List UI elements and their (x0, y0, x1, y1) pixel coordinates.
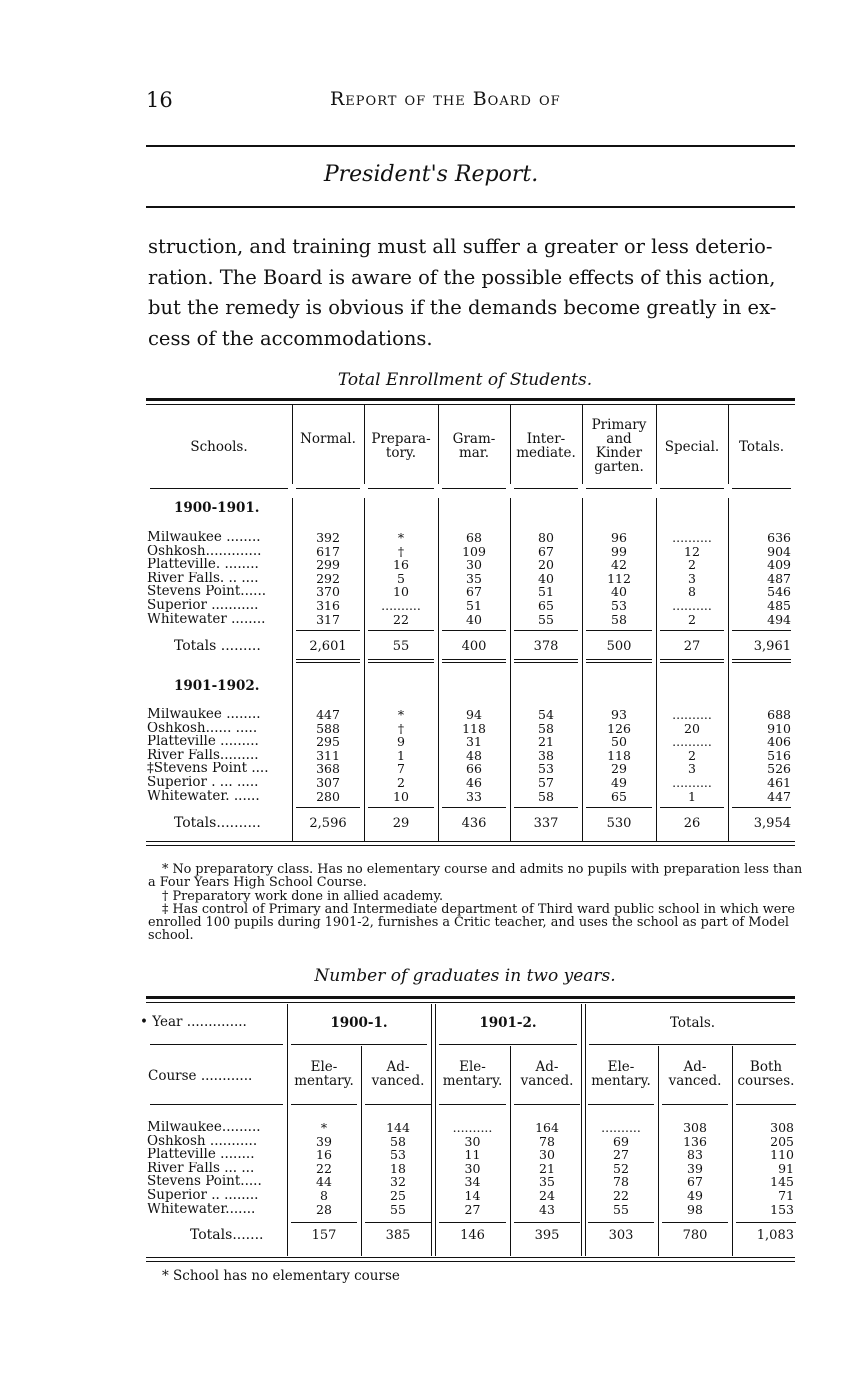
table-cell: 16 (316, 1147, 332, 1163)
table-cell: 35 (539, 1174, 555, 1190)
table-cell: 53 (611, 598, 627, 613)
totals-label: Totals ......... (174, 638, 261, 654)
table-cell: 98 (687, 1201, 703, 1217)
sum-rule (291, 1222, 357, 1223)
table-cell: 636 (767, 530, 791, 545)
table-cell: 311 (316, 747, 340, 763)
table-cell: 58 (611, 611, 627, 627)
table-cell: 40 (538, 570, 554, 586)
table-cell: 40 (611, 584, 627, 600)
sum-rule (368, 807, 434, 808)
table-cell: .......... (452, 1120, 493, 1135)
header-underline (296, 488, 360, 489)
table-cell: * (320, 1120, 328, 1135)
table-cell: 1 (397, 747, 405, 763)
table-cell: 126 (607, 720, 631, 736)
table-cell: 30 (466, 557, 482, 573)
table-cell: 30 (464, 1160, 481, 1176)
table-cell: 308 (770, 1120, 794, 1135)
table-cell: 44 (316, 1174, 332, 1190)
table-cell: 49 (687, 1188, 703, 1203)
totals-double-rule (368, 659, 434, 663)
table-cell: .......... (672, 734, 712, 750)
table-cell: 35 (466, 570, 482, 586)
grad-top-rule-thin (146, 1002, 795, 1003)
sum-rule (732, 807, 791, 808)
year-row-label: • Year .............. (140, 1014, 247, 1030)
column-header: Schools. (190, 439, 248, 455)
table-cell: 25 (390, 1188, 406, 1203)
table-cell: 38 (538, 747, 554, 763)
sum-rule (296, 807, 360, 808)
school-name: Milwaukee......... (147, 1121, 261, 1135)
table-top-rule (146, 398, 795, 401)
header-underline (442, 488, 506, 489)
sub-header: Ele- mentary. (294, 1059, 354, 1089)
table-cell: 68 (466, 530, 482, 545)
body-paragraph (148, 232, 798, 354)
table-cell: 2 (688, 747, 696, 763)
footnote-dagger: † Preparatory work done in allied academy. (162, 889, 444, 904)
column-header: Special. (664, 439, 720, 455)
table-cell: 370 (316, 584, 340, 600)
table-cell: 546 (767, 584, 791, 600)
table-cell: 31 (466, 734, 482, 750)
table-top-rule-thin (146, 404, 795, 405)
sub-header: Ad- vanced. (668, 1059, 722, 1089)
table-cell: 16 (393, 557, 409, 573)
table-cell: 409 (767, 557, 791, 573)
table-cell: 27 (464, 1201, 481, 1217)
totals-cell: 2,601 (309, 639, 347, 654)
school-name: Platteville ........ (147, 1148, 255, 1162)
table-cell: 99 (611, 543, 627, 559)
school-name: Platteville ......... (147, 735, 259, 749)
table-cell: 39 (687, 1160, 703, 1176)
table-cell: 69 (613, 1133, 629, 1149)
table-cell: 10 (393, 584, 409, 600)
table-cell: 21 (539, 1160, 555, 1176)
course-row-label: Course ............ (148, 1068, 253, 1084)
table-cell: 5 (397, 570, 405, 586)
totals-double-rule (442, 659, 506, 663)
table-cell: 617 (316, 543, 340, 559)
school-name: Stevens Point...... (147, 585, 267, 599)
table-cell: 51 (538, 584, 554, 600)
sum-rule (442, 807, 506, 808)
table-cell: 308 (683, 1120, 707, 1135)
table-cell: 118 (462, 720, 486, 736)
table-cell: 34 (464, 1174, 481, 1190)
footnote-asterisk: * No preparatory class. Has no elementary course and admits no pupils with preparation less than a Four Years High School Course. (148, 862, 803, 891)
header-underline (660, 488, 724, 489)
table-cell: 91 (778, 1160, 794, 1176)
totals-cell: 500 (606, 639, 632, 654)
table-cell: 27 (613, 1147, 629, 1163)
table-cell: 22 (316, 1160, 332, 1176)
body-line: ration. The Board is aware of the possible effects of this action, (148, 265, 776, 289)
course-underline-top (150, 1044, 283, 1045)
table-cell: 307 (316, 775, 340, 790)
school-name: Oshkosh............. (147, 544, 262, 559)
table-cell: 22 (393, 611, 409, 627)
school-name: Milwaukee ........ (147, 531, 261, 545)
table-cell: 65 (611, 788, 627, 804)
header-underline (368, 488, 434, 489)
table-cell: * (397, 530, 405, 545)
year-group-header: 1900-1. (330, 1015, 388, 1031)
table-cell: 904 (767, 543, 791, 559)
table-cell: .......... (672, 707, 712, 722)
school-name: Superior ........... (147, 599, 259, 613)
table-cell: 392 (316, 530, 340, 545)
table-cell: 109 (462, 543, 486, 559)
totals-cell: 1,083 (756, 1228, 794, 1243)
table-cell: 58 (538, 788, 554, 804)
year-group-header: Totals. (669, 1015, 716, 1031)
table-cell: 58 (390, 1133, 406, 1149)
table-cell: 57 (538, 775, 554, 790)
column-header: Totals. (738, 439, 785, 455)
table-cell: 145 (770, 1174, 794, 1190)
body-line: cess of the accommodations. (148, 326, 433, 350)
school-name: Whitewater. ...... (147, 789, 260, 804)
table-cell: 14 (464, 1188, 481, 1203)
totals-double-rule (586, 659, 652, 663)
sum-rule (296, 630, 360, 631)
year-group-header: 1901-2. (479, 1015, 537, 1031)
totals-cell: 2,596 (309, 816, 347, 831)
table-cell: 54 (538, 707, 554, 722)
table-cell: .......... (672, 775, 712, 790)
table-cell: 1 (688, 788, 696, 804)
totals-cell: 385 (385, 1228, 411, 1243)
table-cell: 30 (539, 1147, 555, 1163)
table-cell: 112 (607, 570, 631, 586)
grad-top-rule (146, 996, 795, 999)
table-cell: .......... (381, 598, 421, 613)
year-group-underline (439, 1044, 577, 1045)
table-cell: .......... (601, 1120, 641, 1135)
table-cell: 55 (390, 1201, 406, 1217)
totals-double-rule (514, 659, 578, 663)
table-cell: 406 (767, 734, 791, 750)
table-cell: 118 (607, 747, 631, 763)
totals-cell: 337 (533, 816, 559, 831)
sum-rule (514, 1222, 580, 1223)
table-cell: 40 (466, 611, 482, 627)
sum-rule (662, 1222, 728, 1223)
table-cell: 48 (466, 747, 482, 763)
subheader-underline (150, 1104, 283, 1105)
table-cell: 43 (539, 1201, 555, 1217)
graduates-table-title: Number of graduates in two years. (314, 966, 616, 986)
table-cell: 66 (466, 761, 482, 777)
table-cell: 2 (688, 611, 696, 627)
totals-cell: 436 (461, 816, 487, 831)
table-cell: 29 (611, 761, 627, 777)
totals-cell: 378 (533, 639, 559, 654)
table-cell: † (397, 720, 405, 736)
table-cell: 67 (687, 1174, 703, 1190)
page-number: 16 (146, 88, 173, 112)
school-name: Whitewater ........ (147, 612, 266, 627)
school-name: Platteville. ........ (147, 558, 259, 572)
table-cell: 487 (767, 570, 791, 586)
totals-cell: 55 (392, 639, 410, 654)
totals-cell: 780 (682, 1228, 708, 1243)
subheader-underline (514, 1104, 580, 1105)
header-rule-bottom (146, 206, 795, 208)
sub-header: Ele- mentary. (442, 1059, 503, 1089)
sum-rule (586, 807, 652, 808)
table-cell: 83 (687, 1147, 703, 1163)
table-cell: 144 (386, 1120, 410, 1135)
school-name: Superior .. ........ (147, 1189, 259, 1203)
grad-footnote: * School has no elementary course (162, 1268, 400, 1284)
table-cell: 447 (316, 707, 340, 722)
sub-header: Ad- vanced. (371, 1059, 425, 1089)
sum-rule (736, 1222, 796, 1223)
school-name: Oshkosh ........... (147, 1134, 258, 1149)
header-underline (514, 488, 578, 489)
table-cell: 10 (393, 788, 409, 804)
totals-label: Totals.......... (174, 815, 261, 831)
table-cell: 3 (688, 570, 696, 586)
totals-cell: 26 (683, 816, 701, 831)
totals-cell: 395 (534, 1228, 560, 1243)
table-cell: 516 (767, 747, 791, 763)
table-cell: 485 (767, 598, 791, 613)
table-cell: 24 (539, 1188, 555, 1203)
table-cell: 11 (464, 1147, 481, 1163)
table-cell: 2 (688, 557, 696, 573)
table-cell: 20 (684, 720, 700, 736)
table-cell: 317 (316, 611, 340, 627)
body-line: struction, and training must all suffer a greater or less deterio- (148, 235, 773, 258)
sub-header: Ele- mentary. (591, 1059, 651, 1089)
column-header: Prepara- tory. (371, 431, 431, 461)
body-line: but the remedy is obvious if the demands become greatly in ex- (148, 296, 777, 319)
sum-rule (660, 630, 724, 631)
school-name: Milwaukee ........ (147, 708, 261, 722)
grad-bottom-rule (146, 1257, 795, 1262)
sum-rule (439, 1222, 506, 1223)
sub-header: Ad- vanced. (520, 1059, 574, 1089)
table-cell: .......... (672, 598, 712, 613)
table-cell: 94 (466, 707, 482, 722)
enrollment-table-title: Total Enrollment of Students. (337, 370, 593, 390)
table-cell: 58 (538, 720, 554, 736)
school-name: River Falls ... ... (147, 1161, 255, 1176)
year-group-underline (589, 1044, 796, 1045)
table-cell: 299 (316, 557, 340, 573)
table-cell: 51 (466, 598, 482, 613)
sum-rule (660, 807, 724, 808)
table-cell: 136 (683, 1133, 707, 1149)
header-underline (150, 488, 288, 489)
table-cell: † (397, 543, 405, 559)
totals-cell: 29 (392, 816, 410, 831)
totals-cell: 146 (460, 1228, 485, 1243)
column-header: Normal. (300, 431, 356, 447)
table-cell: * (397, 707, 405, 722)
table-cell: .......... (672, 530, 712, 545)
table-cell: 42 (611, 557, 627, 573)
sum-rule (442, 630, 506, 631)
totals-double-rule (732, 659, 791, 663)
table-cell: 295 (316, 734, 340, 750)
table-cell: 153 (770, 1201, 794, 1217)
school-name: Stevens Point..... (147, 1175, 262, 1189)
table-cell: 67 (538, 543, 554, 559)
table-cell: 8 (688, 584, 696, 600)
table-cell: 494 (767, 611, 791, 627)
table-cell: 164 (535, 1120, 559, 1135)
section-title: President's Report. (323, 162, 539, 187)
sum-rule (514, 630, 578, 631)
column-header: Inter- mediate. (516, 431, 576, 461)
year-label: 1901-1902. (174, 678, 260, 694)
table-cell: 46 (466, 775, 482, 790)
table-cell: 280 (316, 788, 340, 804)
subheader-underline (736, 1104, 796, 1105)
table-cell: 39 (316, 1133, 332, 1149)
table-cell: 110 (770, 1147, 794, 1163)
table-cell: 447 (767, 788, 791, 804)
table-cell: 65 (538, 598, 554, 613)
column-header: Gram- mar. (452, 431, 496, 461)
school-name: Whitewater....... (147, 1202, 256, 1217)
subheader-underline (439, 1104, 506, 1105)
totals-cell: 3,954 (753, 816, 791, 831)
table-cell: 50 (611, 734, 627, 750)
table-cell: 33 (466, 788, 482, 804)
table-cell: 55 (613, 1201, 629, 1217)
sum-rule (514, 807, 578, 808)
running-title: Report of the Board of (330, 88, 561, 110)
totals-cell: 27 (683, 639, 701, 654)
table-cell: 53 (538, 761, 554, 777)
sum-rule (368, 630, 434, 631)
totals-cell: 400 (461, 639, 487, 654)
totals-double-rule (296, 659, 360, 663)
sum-rule (365, 1222, 431, 1223)
school-name: River Falls. .. .... (147, 571, 259, 586)
column-header: Primary and Kinder garten. (591, 417, 647, 475)
table-cell: 28 (316, 1201, 332, 1217)
table-cell: 49 (611, 775, 627, 790)
table-bottom-rule (146, 841, 795, 846)
sub-header: Both courses. (737, 1059, 795, 1089)
table-cell: 55 (538, 611, 554, 627)
table-cell: 32 (390, 1174, 406, 1190)
totals-cell: 157 (311, 1228, 337, 1243)
table-cell: 3 (688, 761, 696, 777)
table-cell: 22 (613, 1188, 629, 1203)
subheader-underline (365, 1104, 431, 1105)
table-cell: 20 (538, 557, 554, 573)
table-cell: 18 (390, 1160, 406, 1176)
school-name: ‡Stevens Point .... (147, 762, 269, 776)
year-label: 1900-1901. (174, 500, 260, 516)
totals-cell: 3,961 (753, 639, 791, 654)
table-cell: 292 (316, 570, 340, 586)
table-cell: 30 (464, 1133, 481, 1149)
table-cell: 910 (767, 720, 791, 736)
footnote-double-dagger: ‡ Has control of Primary and Intermediate department of Third ward public school in which were enrolled 100 pupils during 1901-2, furnishes a Critic teacher, and uses the school as part of Model school. (148, 902, 795, 944)
sum-rule (732, 630, 791, 631)
table-cell: 80 (538, 530, 554, 545)
subheader-underline (662, 1104, 728, 1105)
table-cell: 52 (613, 1160, 629, 1176)
school-name: Oshkosh...... ..... (147, 721, 258, 736)
table-cell: 588 (316, 720, 340, 736)
table-cell: 93 (611, 707, 627, 722)
table-cell: 78 (539, 1133, 555, 1149)
table-cell: 71 (778, 1188, 794, 1203)
table-cell: 53 (390, 1147, 406, 1163)
totals-cell: 303 (608, 1228, 634, 1243)
totals-label: Totals....... (190, 1227, 264, 1243)
table-cell: 67 (466, 584, 482, 600)
table-cell: 12 (684, 543, 700, 559)
sum-rule (586, 630, 652, 631)
table-cell: 96 (611, 530, 627, 545)
header-underline (586, 488, 652, 489)
table-cell: 688 (767, 707, 791, 722)
table-cell: 368 (316, 761, 340, 777)
table-cell: 8 (320, 1188, 328, 1203)
year-group-underline (291, 1044, 427, 1045)
subheader-underline (291, 1104, 357, 1105)
table-cell: 316 (316, 598, 340, 613)
header-rule-top (146, 145, 795, 147)
table-cell: 78 (613, 1174, 629, 1190)
header-underline (732, 488, 791, 489)
table-cell: 9 (397, 734, 405, 750)
sum-rule (588, 1222, 654, 1223)
table-cell: 205 (770, 1133, 794, 1149)
school-name: Superior . ... ..... (147, 776, 259, 790)
table-cell: 21 (538, 734, 554, 750)
table-cell: 7 (397, 761, 405, 777)
table-cell: 526 (767, 761, 791, 777)
totals-cell: 530 (606, 816, 632, 831)
school-name: River Falls......... (147, 748, 259, 763)
table-cell: 461 (767, 775, 791, 790)
subheader-underline (588, 1104, 654, 1105)
totals-double-rule (660, 659, 724, 663)
table-cell: 2 (397, 775, 405, 790)
